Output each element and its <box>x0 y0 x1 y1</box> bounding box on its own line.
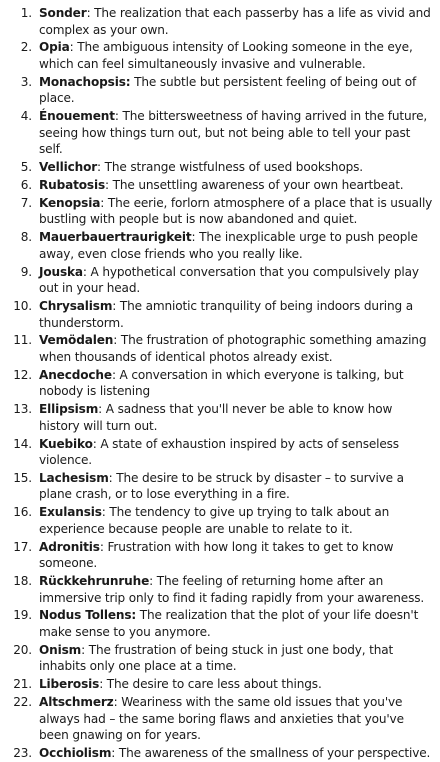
term: Rückkehrunruhe <box>39 574 150 589</box>
list-item <box>8 264 434 297</box>
item-number: 10. <box>13 298 32 313</box>
item-text <box>39 39 434 72</box>
definition: : The feeling of returning home after an immersive trip only to find it fading rapidly from your awareness. <box>39 574 425 605</box>
item-number: 22. <box>13 695 32 710</box>
item-text <box>39 539 434 572</box>
definition: : The desire to be struck by disaster – to survive a plane crash, or to lose everything in a fire. <box>39 470 404 502</box>
definition: : The awareness of the smallness of your perspective. <box>111 746 431 761</box>
term: Vemödalen <box>39 333 114 348</box>
item-text <box>39 108 434 158</box>
item-number: 12. <box>13 367 32 382</box>
term: Kuebiko <box>39 436 93 451</box>
term: Anecdoche <box>39 367 112 382</box>
item-number: 7. <box>20 195 32 210</box>
item-number: 19. <box>13 608 32 623</box>
item-text <box>39 470 434 503</box>
list-item <box>8 298 434 331</box>
definition: The realization that the plot of your life doesn't make sense to you anymore. <box>39 608 419 640</box>
item-number: 11. <box>13 333 32 348</box>
item-text <box>39 676 434 693</box>
definition: : The frustration of being stuck in just one body, that inhabits only one place at a time. <box>39 642 394 674</box>
item-number: 23. <box>13 746 32 761</box>
definition: : A conversation in which everyone is talking, but nobody is listening <box>39 367 404 399</box>
item-text <box>39 229 434 262</box>
item-number: 4. <box>20 109 32 124</box>
definition: : A hypothetical conversation that you compulsively play out in your head. <box>39 264 419 296</box>
item-text <box>39 573 434 606</box>
list-item <box>8 436 434 469</box>
term: Occhiolism <box>39 746 112 761</box>
term: Exulansis <box>39 505 102 520</box>
definition: : A sadness that you'll never be able to know how history will turn out. <box>39 402 393 433</box>
definition: : The unsettling awareness of your own heartbeat. <box>105 177 404 192</box>
item-text <box>39 694 434 744</box>
definition: : The frustration of photographic something amazing when thousands of identical photos already exist. <box>39 333 427 364</box>
list-item <box>8 676 434 693</box>
item-number: 9. <box>20 264 32 279</box>
definition: : The amniotic tranquility of being indoors during a thunderstorm. <box>39 298 413 330</box>
list-item <box>8 39 434 72</box>
item-text <box>39 177 434 194</box>
list-item <box>8 401 434 434</box>
item-number: 21. <box>13 677 32 692</box>
term: Chrysalism <box>39 298 113 313</box>
term: Opia <box>39 40 70 55</box>
item-text <box>39 401 434 434</box>
item-text <box>39 745 434 762</box>
item-text <box>39 367 434 400</box>
definition: : The strange wistfulness of used bookshops. <box>97 160 363 175</box>
definition: : A state of exhaustion inspired by acts of senseless violence. <box>39 436 399 468</box>
list-item <box>8 539 434 572</box>
list-item <box>8 470 434 503</box>
term: Jouska <box>39 264 83 279</box>
item-number: 1. <box>20 6 32 20</box>
term: Monachopsis: <box>39 74 131 89</box>
definition: : The inexplicable urge to push people away, even close friends who you really like. <box>39 230 418 261</box>
item-text <box>39 504 434 537</box>
item-text <box>39 332 434 365</box>
term: Adronitis <box>39 539 100 554</box>
item-text <box>39 159 434 176</box>
list-item <box>8 195 434 228</box>
definition: The subtle but persistent feeling of being out of place. <box>39 74 417 106</box>
item-number: 18. <box>13 574 32 589</box>
list-item <box>8 642 434 675</box>
definition: : The eerie, forlorn atmosphere of a place that is usually bustling with people but is now abandoned and quiet. <box>39 195 433 227</box>
term: Vellichor <box>39 160 98 175</box>
item-text <box>39 264 434 297</box>
term: Liberosis <box>39 677 100 692</box>
item-number: 5. <box>20 160 32 175</box>
term: Énouement <box>39 109 115 124</box>
item-number: 3. <box>20 74 32 89</box>
definition: : Frustration with how long it takes to get to know someone. <box>39 539 394 571</box>
term: Altschmerz <box>39 695 114 710</box>
list-item <box>8 74 434 107</box>
word-definition-list <box>8 5 434 762</box>
item-text <box>39 607 434 640</box>
item-number: 6. <box>20 177 32 192</box>
term: Sonder <box>39 6 87 20</box>
term: Nodus Tollens: <box>39 608 137 623</box>
list-item <box>8 108 434 158</box>
term: Mauerbauertraurigkeit <box>39 230 192 245</box>
item-text <box>39 74 434 107</box>
term: Kenopsia <box>39 195 101 210</box>
item-text <box>39 298 434 331</box>
item-number: 13. <box>13 402 32 417</box>
list-item <box>8 504 434 537</box>
term: Lachesism <box>39 470 109 485</box>
item-text <box>39 642 434 675</box>
term: Rubatosis <box>39 177 106 192</box>
list-item <box>8 177 434 194</box>
list-item <box>8 5 434 38</box>
item-text <box>39 5 434 38</box>
definition: : The tendency to give up trying to talk about an experience because people are unable to relate to it. <box>39 505 390 536</box>
item-number: 16. <box>13 505 32 520</box>
definition: : The desire to care less about things. <box>99 677 322 692</box>
list-item <box>8 745 434 762</box>
list-item <box>8 367 434 400</box>
definition: : The bittersweetness of having arrived in the future, seeing how things turn out, but not being able to tell your past self. <box>39 109 428 157</box>
definition: : The realization that each passerby has a life as vivid and complex as your own. <box>39 6 431 37</box>
item-number: 14. <box>13 436 32 451</box>
list-item <box>8 229 434 262</box>
item-text <box>39 436 434 469</box>
list-item <box>8 159 434 176</box>
item-number: 20. <box>13 642 32 657</box>
item-number: 8. <box>20 230 32 245</box>
definition: : The ambiguous intensity of Looking someone in the eye, which can feel simultaneously invasive and vulnerable. <box>39 40 413 71</box>
item-number: 17. <box>13 539 32 554</box>
term: Onism <box>39 642 82 657</box>
definition: : Weariness with the same old issues that you've always had – the same boring flaws and anxieties that you've been gnawing on for years. <box>39 695 404 743</box>
list-item <box>8 573 434 606</box>
list-item <box>8 607 434 640</box>
term: Ellipsism <box>39 402 99 417</box>
item-number: 15. <box>13 470 32 485</box>
item-text <box>39 195 434 228</box>
list-item <box>8 332 434 365</box>
list-item <box>8 694 434 744</box>
item-number: 2. <box>20 40 32 55</box>
